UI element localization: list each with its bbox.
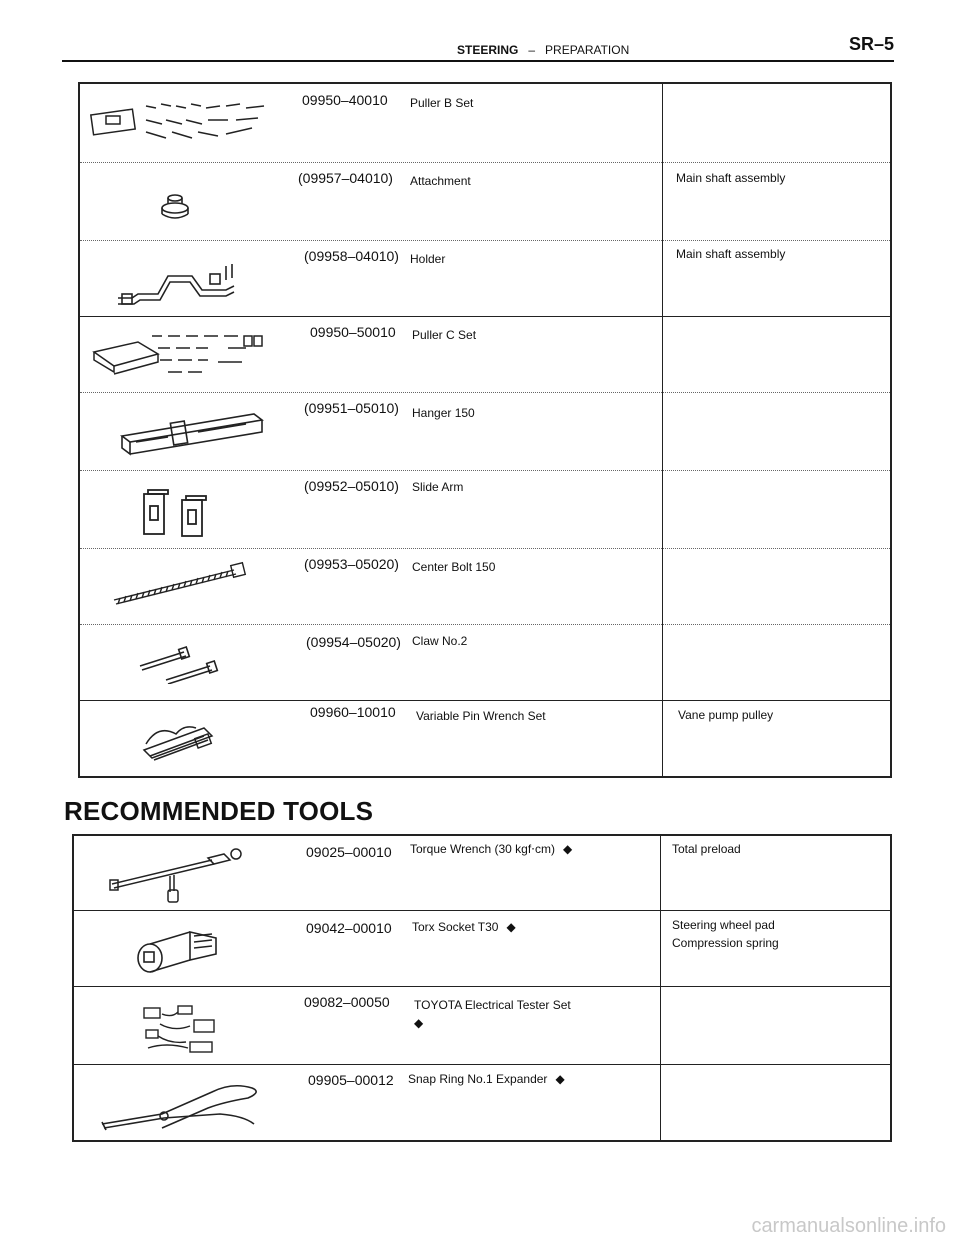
center-bolt-icon	[110, 560, 250, 611]
row-divider	[74, 910, 890, 911]
row-divider	[80, 316, 890, 317]
header-rule	[62, 60, 894, 62]
tool-name	[412, 920, 516, 934]
table-row	[80, 626, 890, 702]
page-header	[62, 34, 894, 62]
tool-name: Variable Pin Wrench Set	[416, 709, 546, 723]
table-row	[74, 912, 890, 988]
table-row	[80, 84, 890, 164]
header-subsection: PREPARATION	[545, 43, 630, 57]
diamond-marker: ◆	[414, 1016, 424, 1030]
part-number: 09950–50010	[310, 324, 396, 340]
table-row	[74, 1066, 890, 1142]
row-divider	[80, 470, 890, 471]
attachment-icon	[158, 190, 194, 225]
tool-use-line: Steering wheel pad	[672, 918, 775, 932]
part-number: 09960–10010	[310, 704, 396, 720]
tester-set-icon	[138, 1002, 228, 1061]
row-divider	[80, 624, 890, 625]
snap-ring-pliers-icon	[98, 1082, 268, 1139]
tool-name: Puller C Set	[412, 328, 477, 342]
sst-table	[78, 82, 892, 778]
header-title	[457, 43, 629, 57]
part-number: (09958–04010)	[304, 248, 399, 264]
tool-use-line: Total preload	[672, 842, 741, 856]
table-row	[80, 702, 890, 778]
tool-name: Center Bolt 150	[412, 560, 496, 574]
page-number: SR–5	[848, 34, 894, 54]
tool-use: Main shaft assembly	[676, 247, 786, 261]
tool-use: Vane pump pulley	[678, 708, 774, 722]
tool-use	[672, 916, 779, 952]
table-row	[80, 550, 890, 626]
table-row	[74, 836, 890, 912]
tool-name-text: Torx Socket T30	[412, 920, 499, 934]
diamond-marker: ◆	[562, 842, 573, 856]
row-divider	[80, 240, 890, 241]
part-number: (09954–05020)	[306, 634, 401, 650]
row-divider	[80, 548, 890, 549]
torque-wrench-icon	[108, 842, 248, 911]
tool-name: Attachment	[410, 174, 471, 188]
watermark: carmanualsonline.info	[751, 1215, 946, 1237]
puller-set-icon	[86, 98, 286, 153]
table-row	[80, 472, 890, 550]
section-title: RECOMMENDED TOOLS	[64, 796, 374, 826]
claw-icon	[136, 640, 226, 689]
puller-set-icon	[88, 328, 278, 389]
header-separator: –	[528, 43, 536, 57]
hanger-icon	[118, 408, 268, 463]
tool-name	[410, 842, 572, 856]
tool-name-text: Snap Ring No.1 Expander	[408, 1072, 548, 1086]
table-row	[80, 164, 890, 242]
tool-name-text: Torque Wrench (30 kgf⋅cm)	[410, 842, 555, 856]
row-divider	[74, 986, 890, 987]
part-number: (09953–05020)	[304, 556, 399, 572]
part-number: (09952–05010)	[304, 478, 399, 494]
table-row	[80, 394, 890, 472]
part-number: 09082–00050	[304, 994, 390, 1010]
tool-name: Hanger 150	[412, 406, 475, 420]
table-row	[80, 318, 890, 394]
pin-wrench-icon	[136, 714, 226, 775]
tool-name: Puller B Set	[410, 96, 474, 110]
diamond-marker: ◆	[555, 1072, 565, 1086]
tool-name: Holder	[410, 252, 446, 266]
recommended-table	[72, 834, 892, 1142]
row-divider	[80, 162, 890, 163]
table-row	[74, 988, 890, 1064]
table-row	[80, 242, 890, 318]
diamond-marker: ◆	[506, 920, 516, 934]
torx-socket-icon	[132, 922, 222, 983]
slide-arm-icon	[142, 486, 222, 543]
part-number: 09025–00010	[306, 844, 392, 860]
part-number: 09950–40010	[302, 92, 388, 108]
tool-use: Main shaft assembly	[676, 171, 786, 185]
tool-name-text: TOYOTA Electrical Tester Set	[414, 998, 571, 1012]
row-divider	[80, 700, 890, 701]
row-divider	[80, 392, 890, 393]
tool-use	[672, 840, 741, 858]
tool-name	[408, 1072, 565, 1086]
tool-use-line: Compression spring	[672, 936, 779, 950]
tool-name: Claw No.2	[412, 634, 468, 648]
header-section: STEERING	[457, 43, 519, 57]
part-number: (09951–05010)	[304, 400, 399, 416]
tool-name	[414, 998, 571, 1030]
part-number: 09042–00010	[306, 920, 392, 936]
holder-icon	[114, 258, 244, 313]
row-divider	[74, 1064, 890, 1065]
part-number: (09957–04010)	[298, 170, 393, 186]
tool-name: Slide Arm	[412, 480, 464, 494]
part-number: 09905–00012	[308, 1072, 394, 1088]
